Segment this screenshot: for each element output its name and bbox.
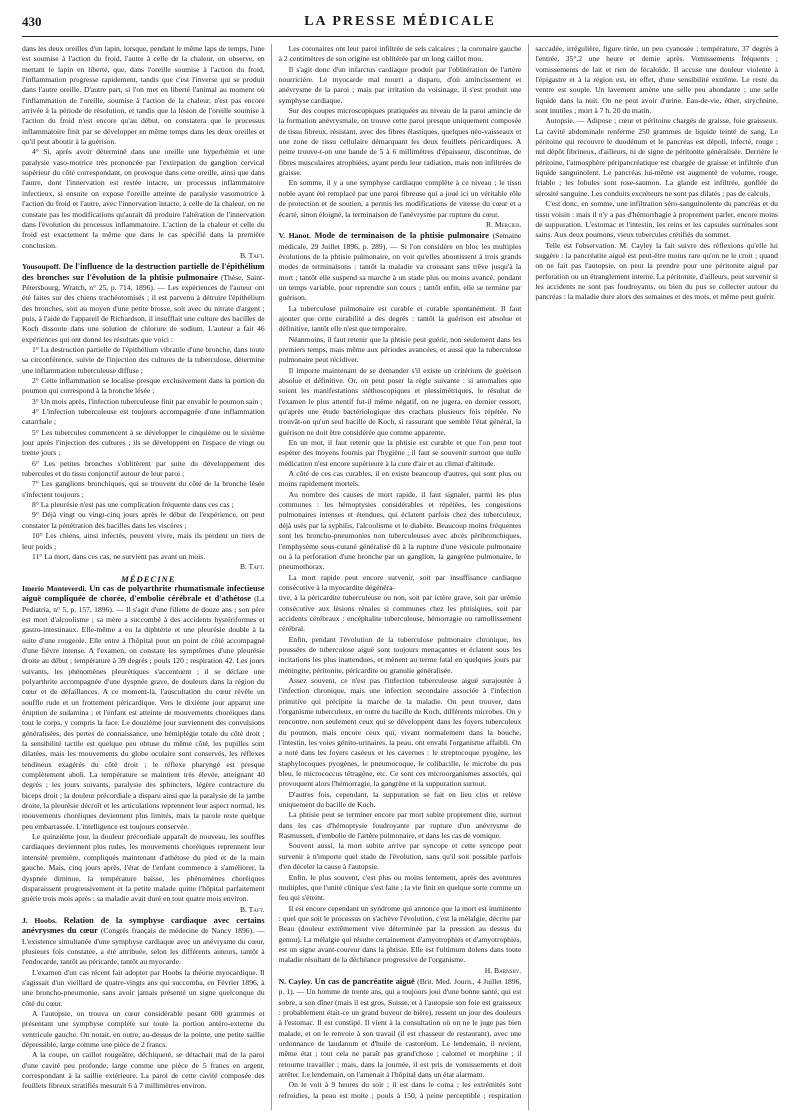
article-entry [279,977,522,1080]
author-signature: B. Taft. [239,250,265,260]
article-citation: (Thèse, Saint-Pétersbourg, Wratch, n° 25, p. 714, 1896). — Les expériences de l'auteur ont été faites sur des chiens trachéotomisés ; il est parvenu à détruire l'épithélium des bronches, soit au moyen d'une petite brosse, soit avec du nitrate d'argent ; puis, à l'aide de l'appareil de Richardson, il insufflait une culture des bacilles de Koch dissoute dans une solution de chlorure de sodium. L'auteur a fait 46 expériences qui ont donné les résultats que voici : [22,272,265,344]
article-text: (La Pediatria, n° 5, p. 157, 1896). — Il s'agit d'une fillette de douze ans ; son père est mort d'alcoolisme ; sa mère a succombé à des accidents hystériformes et gastro-intestinaux. Elle-même a eu la diphtérie et une pleurésie double à la suite d'une rougeole. Elle entre à l'hôpital pour un point de côté accompagné d'une fièvre intense. A l'examen, on constate les symptômes d'une pleurésie droite au début ; température à 39 degrés ; pouls 120 ; respiration 42. Les jours suivants, les phénomènes pleurétiques s'accentuent ; il se déclare une polyarthrite accompagnée d'une dyspnée grave, de douleurs dans la région du cœur et de défaillances. A ce moment-là, l'auscultation du cœur révèle un souffle rude et un frottement péricardique. Vers le dixième jour apparut une éruption de sudamina ; et l'enfant est atteinte de mouvements choréiques dans tout le corps, y compris la face. Le douzième jour surviennent des convulsions généralisées, des pertes de connaissance, une hémiplégie totale du côté droit ; la sensibilité tactile est quelque peu obtuse du même côté, les pupilles sont dilatées, mais les mouvements du globe oculaire sont conservés, les réflexes tendineux exagérés du côté droit ; le réflexe pharyngé est presque complètement aboli. La température se maintient très élevée, atteignant 40 degrés ; les jours suivants, paralysie des sphincters, légère contracture du biceps droit ; la douleur précordiale a disparu ainsi que la paralysie de la jambe droite, la pleurésie décroît et les articulations reprennent leur aspect normal, les mouvements choréiques deviennent plus limités, mais la parole reste quelque peu embarrassée. L'intelligence est toujours conservée. [22,594,265,831]
conclusion-item: 2° Cette inflammation se localise presque exclusivement dans la portion du poumon qui correspond à la bronche lésée ; [22,376,265,396]
article-title: Un cas de pancréatite aiguë [314,976,415,986]
paragraph: dans les deux oreilles d'un lapin, lorsque, pendant le même laps de temps, l'une est soumise à l'action du froid, l'autre à celle de la chaleur, on observe, en mettant le lapin en liberté, que, dans l'oreille soumise à l'action du froid, l'inflammation progresse rapidement, tandis que c'est l'inverse qui se produit dans l'autre oreille. D'autre part, si l'on met en liberté l'animal au moment où l'inflammation de l'oreille, soumise à l'action de la chaleur, n'est pas encore arrivée à la période de résolution, et tandis que la lésion de l'oreille soumise à l'action du froid n'est encore qu'au début, on constatera que le processus inflammatoire finit par se développer en même temps dans les deux oreilles et qu'il peut aboutir à la guérison. [22,44,265,147]
article-entry [279,231,522,303]
article-title: De l'influence de la destruction partielle de l'épithélium des bronches sur l'évolution de la phtisie pulmonaire [22,262,265,282]
paragraph: D'autres fois, cependant, la suppuration se fait en lieu clos et relève uniquement du bacille de Koch. [278,789,522,810]
conclusion-item: 9° Déjà vingt ou vingt-cinq jours après le début de l'expérience, on peut constater la pénétration des bacilles dans les viscères ; [22,510,265,530]
paragraph: En un mot, il faut retenir que la phtisie est curable et que l'on peut tout espérer des moyens fournis par l'hygiène ; il faut se souvenir surtout que nulle médication n'est encore supérieure à la cure d'air et au climat d'altitude. [278,438,522,468]
paragraph: A côté de ces cas curables, il en existe beaucoup d'autres, qui sont plus ou moins rapidement mortels. [278,469,522,489]
paragraph: 4° Si, après avoir déterminé dans une oreille une hyperhémie et une paralysie vaso-motrice très prononcée par l'extirpation du ganglion cervical supérieur du côté correspondant, on provoque dans cette oreille, ainsi que dans l'autre, dont l'innervation est restée intacte, un processus inflammatoire infectieux, si ensuite on expose l'oreille atteinte de paralysie vasomotrice à l'action du froid et l'autre, avec l'innervation intacte, à celle de la chaleur, on ne constate pas les modifications qu'aurait dû produire l'altération de l'innervation dans l'évolution du processus inflammatoire. L'action de la chaleur et celle du froid est exactement la même que dans le cas spécifié dans la première conclusion. [22,147,265,250]
article-text: (Congrès français de médecine de Nancy 1896). — L'existence simultanée d'une symphyse cardiaque avec un anévrysme du cœur, plusieurs fois constatée, a été attribuée, selon les différents auteurs, tantôt à l'endocarde, tantôt au péricarde, tantôt au myocarde. [22,926,265,967]
conclusion-item: 10° Les chiens, ainsi infectés, peuvent vivre, mais ils perdent un tiers de leur poids ; [22,531,265,551]
conclusion-item: 3° Un mois après, l'infection tuberculeuse finit par envahir le poumon sain ; [32,396,263,406]
article-author: Imerio Monteverdi. [22,583,87,593]
paragraph: Telle est l'observation. M. Cayley la fait suivre des réflexions qu'elle lui suggère : la pancréatite aiguë est peut-être moins rare qu'on ne le croit ; quand on ne fait pas l'autopsie, on peut la prendre pour une péritonite aiguë par perforation ou un étranglement interne. La péritonite, d'ailleurs, peut survenir si les accidents ne sont pas foudroyants, ou bien du pus se collecter autour du pancréas : la maladie dure alors des semaines et des mois, et même peut guérir. [535,240,778,302]
article-author: Yousoupoff. [22,262,61,272]
page-number: 430 [22,14,42,29]
paragraph: A la coupe, un caillot rougeâtre, déchiqueté, se détachait mal de la paroi d'une cavité peu profonde, large comme une pièce de 5 francs en argent, correspondant à la saillie extérieure. La paroi de cette cavité composée des feuillets fibreux stratifiés mesurait 6 à 7 millimètres environ. [22,1050,265,1091]
paragraph: Il est encore cependant un syndrome qui annonce que la mort est imminente : quel que soit le processus on s'achève l'évolution, c'est la mélalgie, décrite par Beau (douleur extrêmement vive déterminée par la pression au dessus du genou). La mélalgie qui résulte certainement d'amyotrophies et d'amyotrophies, est un signe avant-coureur dans la phtisie. Elle est l'ultimum dolens dans toute maladie résultant de la déchéance progressive de l'organisme. [278,903,522,965]
article-columns [22,44,778,1110]
article-entry [22,262,265,345]
author-signature: B. Taft. [239,904,265,914]
paragraph: Enfin, pendant l'évolution de la tuberculose pulmonaire chronique, les poussées de tuberculose aiguë sont toujours menaçantes et éclatent sous les incitations les plus inattendues, et mènent au terme fatal en quelques jours par méningite, péritonite, péricardite ou granulie généralisée. [278,634,522,675]
paragraph: tive, à la péricardite tuberculeuse ou non, soit par ictère grave, soit par urémie consécutive aux lésions rénales si communes chez les phtisiques, soit par accidents cérébraux : encéphalite tuberculeuse, hémorragie ou ramollissement cérébral. [278,593,522,634]
paragraph: Sur des coupes microscopiques pratiquées au niveau de la paroi amincie de la formation anévrysmale, on trouve cette paroi presque uniquement composée de tissu fibreux, résistant, avec des fibres élastiques, quelques néo-vaisseaux et une zone de tissu cellulaire démarquant les deux feuillets péricardiques. A peine trouve-t-on une bande de 5 à 6 millimètres d'épaisseur, discontinue, de fibres musculaires atrophiées, ayant perdu leur radiation, mais non infiltrées de graisse. [278,106,522,178]
article-author: V. Hanot. [278,231,311,241]
header-rule [22,36,778,37]
author-signature: B. Taft. [239,562,265,572]
paragraph: Au nombre des causes de mort rapide, il faut signaler, parmi les plus communes : les hémoptysies considérables et répétées, les congestions pulmonaires intenses et étendues, qui éclatent parfois chez des tuberculeux, déjà usés par la syphilis, l'alcoolisme et le diabète. Beaucoup moins fréquentes sont les broncho-pneumonies non tuberculeuses avec abcès péribronchiques, l'emphysème sous-cutané généralisé dû à la rupture d'une vésicule pulmonaire ou à la perforation d'une bronche par un ganglion, la gangrène pulmonaire, le pneumothorax. [278,489,522,572]
paragraph: C'est donc, en somme, une infiltration séro-sanguinolente du pancréas et du tissu voisin : mais il n'y a pas d'hémorrhagie à proprement parler, encore moins de suppuration. L'estomac et l'intestin, les reins et les capsules surrénales sont sains. Aux deux poumons, vieux tubercules crétifiés du sommet. [535,199,778,240]
conclusion-item: 5° Les tubercules commencent à se développer le cinquième ou le sixième jour après l'injection des cultures ; ils se développent en l'espace de vingt ou trente jours ; [22,427,265,458]
article-author: J. Hoobs. [22,915,57,925]
paragraph: L'examen d'un cas récent fait adopter par Hoobs la théorie myocardique. Il s'agissait d'un vieillard de quatre-vingts ans qui succomba, en Février 1896, à une broncho-pneumonie, sans avoir jamais présenté un signe quelconque du côté du cœur. [22,967,265,1008]
article-entry [22,916,265,968]
author-signature: H. Barnsby. [484,965,522,975]
page-header [22,14,778,36]
conclusion-item: 6° Les petites bronches s'oblitèrent par suite du développement des tubercules et du tissu conjonctif autour de leur paroi ; [22,458,265,479]
article-text: (Brit. Med. Journ., 4 Juillet 1896, p. 1). — Un homme de trente ans, qui a toujours joui d'une bonne santé, qui est sobre, a son dîner (mais il est gros, Suisse, et à l'autopsie son foie est graisseux : probablement était-ce un grand buveur de bière), ressent un jour des douleurs à l'estomac. Il est constipé. Il vient à la consultation où on ne le juge pas bien malade, et on le renvoie à son travail (il est chasseur de restaurant), avec une ordonnance de laudanum et d'huile de castoréum. Le lendemain, il revient, même état ; tout cela ne paraît pas grand'chose ; calomel et morphine ; il retourne travailler ; mais, dans la journée, il est pris de vomissements et doit arrêter. Le lendemain, on l'amenait à l'hôpital dans un état alarmant. [278,976,522,1080]
paragraph: On le voit à 9 heures du soir ; il est dans le coma ; les extrémités sont refroidies, la peau est moite ; pouls à 150, à peine perceptible ; respiration saccadée, irrégulière, figure tirée, un peu cyanosée ; température, 37 degrés à l'entrée, 35°,2 une heure et demie après. Vomissements fréquents ; vomissements de lait et rien de fécaloïde. Il accuse une douleur violente à l'épigastre et à la région est, en effet, d'une sensibilité extrême. Le reste du ventre est souple. Un lavement amène une selle peu abondante ; une selle liquide dans la nuit. On ne peut avoir d'urine. Eau-de-vie, éther, strychnine, sont inutiles ; mort à 7 h. 20 du matin. [278,44,778,1100]
paragraph: Souvent aussi, la mort subite arrive par syncope et cette syncope peut survenir à n'importe quel stade de l'évolution, sans qu'il soit possible parfois d'en déceler la cause à l'autopsie. [278,841,522,872]
author-signature: R. Mercier. [486,219,522,229]
journal-title: LA PRESSE MÉDICALE [304,14,496,29]
article-title: Relation de la symphyse cardiaque avec certains anévrysmes du cœur [22,915,265,936]
article-author: N. Cayley. [278,976,313,986]
paragraph: La mort rapide peut encore survenir, soit par insuffisance cardiaque consécutive à la myocardite dégénéra- [278,572,522,592]
paragraph: La tuberculose pulmonaire est curable et curable spontanément. Il faut ajouter que cette curabilité a des degrés : tantôt la guérison est absolue et définitive, tantôt elle n'est que temporaire. [278,303,522,334]
paragraph: Autopsie. — Adipose ; cœur et péritoine chargés de graisse, foie graisseux. La cavité abdominale renferme 250 grammes de liquide teinté de sang. Le péritoine qui recouvre le duodénum et le pancréas est dépoli, infecté, rouge ; nul dépôt fibrineux, d'ailleurs, ni de signe de péritonite généralisée. Derrière le péritoine, l'atmosphère péripancréatique est chargée de graisse et infiltrée d'un liquide sanguinolent. Le pancréas lui-même est augmenté de volume, rouge, friable ; les lobules sont rose-saumon. La glande est infiltrée, gonflée de sérosité sanguine. Les conduits excréteurs ne sont pas dilatés ; pas de calculs. [535,116,778,198]
paragraph: La phtisie peut se terminer encore par mort subite proprement dite, surtout dans les cas d'hémoptysie foudroyante par rupture d'un anévrysme de Rasmussen, d'embolie de l'artère pulmonaire, et dans les cas de vomique. [278,810,522,841]
article-entry [22,584,265,832]
conclusion-item: 1° La destruction partielle de l'épithélium vibratile d'une bronche, dans toute sa circonférence, suivie de l'injection des cultures de la tuberculose, détermine une inflammation tuberculeuse diffuse ; [22,344,265,375]
conclusion-item: 11° La mort, dans ces cas, ne survient pas avant un mois. [32,551,206,561]
article-title: Un cas de polyarthrite rhumatismale infectieuse aiguë compliquée de chorée, d'embolie cérébrale et d'athétose [22,583,265,604]
article-text: (Semaine médicale, 29 Juillet 1896, p. 289). — Si l'on considère en bloc les multiples évolutions de la phtisie pulmonaire, on voit qu'elles aboutissent à trois grands modes de terminaisons : tantôt la maladie va croissant sans trêve jusqu'à la mort ; tantôt elle suspend sa marche à un stade plus ou moins avancé, pendant un temps variable, pour reprendre son cours ; tantôt enfin, elle se termine par guérison. [278,231,522,303]
conclusion-item: 8° La pleurésie n'est pas une complication fréquente dans ces cas ; [32,500,234,510]
section-rubric: MÉDECINE [121,573,176,584]
paragraph: Il s'agit donc d'un infarctus cardiaque produit par l'oblitération de l'artère nourricière. Le myocarde mal nourri a disparu, d'où amincissement et anévrysme de la paroi ; mais par irritation du voisinage, il s'est produit une symphyse cardiaque. [278,64,522,105]
paragraph: Néanmoins, il faut retenir que la phtisie peut guérir, non seulement dans les premiers temps, mais même aux périodes avancées, et aussi que la tuberculose pulmonaire peut récidiver. [278,334,522,365]
conclusion-item: 4° L'infection tuberculeuse est toujours accompagnée d'une inflammation catarrhale ; [22,407,265,427]
paragraph: Enfin, le plus souvent, c'est plus ou moins lentement, après des aventures multiples, que l'unité clinique s'est faite ; la vie finit en quelque sorte comme un feu qui s'éteint. [278,872,522,903]
article-title: Mode de terminaison de la phtisie pulmonaire [314,231,489,241]
paragraph: En somme, il y a une symphyse cardiaque complète à ce niveau ; le tissu noble ayant été remplacé par une paroi fibreuse qui a joué ici un véritable rôle de protection et de soutien, a permis les modifications de vitesse du cœur et a écarté, sinon éloigné, la terminaison de l'anévrysme par rupture du cœur. [278,178,522,219]
paragraph: Les coronaires ont leur paroi infiltrée de sels calcaires ; la coronaire gauche à 2 centimètres de son origine est oblitérée par un long caillot mou. [278,44,522,64]
paragraph: Il importe maintenant de se demander s'il existe un critérium de guérison absolue et définitive. Or, on peut poser la règle suivante : si anomalies que soient les manifestations stéthoscopiques et plessimétriques, le résultat de l'examen le plus attentif fut-il même négatif, on ne jugera, en dernier ressort, qu'après une étude bactériologique des crachats plusieurs fois répétée. Ne trouvât-on qu'un seul bacille de Koch, si rassurant que semble l'état général, la guérison ne doit être considérée que comme apparente. [278,365,522,437]
paragraph: Le quinzième jour, la douleur précordiale apparaît de nouveau, les souffles cardiaques deviennent plus rudes, les mouvements choréiques reprennent leur intensité première, compliqués maintenant d'athétose du pied et de la main gauche. Mais, cinq jours après, l'état de l'enfant commence à s'améliorer, la dyspnée diminue, la température baisse, les phénomènes choréiques disparaissent progressivement et la petite malade quitte l'hôpital parfaitement guérie trois mois après : sa maladie avait duré en tout quatre mois environ. [22,832,265,904]
paragraph: Assez souvent, ce n'est pas l'infection tuberculeuse aiguë surajoutée à l'infection chronique, mais une infection secondaire associée à l'infection primitive qui précipite la marche de la maladie. On peut trouver, dans l'organisme tuberculeux, en outre du bacille de Koch, différents microbes. On y rencontre, non seulement ceux qui se développent dans les foyers tuberculeux du poumon, mais encore ceux qui, vivant normalement dans la bouche, l'intestin, les voies génito-urinaires, la peau, ont envahi l'organisme affaibli. On a noté dans les foyers caséeux et les cavernes : le streptocoque pyogène, les staphylocoques pyogènes, le pneumocoque, le colibacille, le microbe du pus bleu, le micrococcus tétragène, etc. Ce sont ces microorganismes associés, qui provoquent alors l'hémorragie, la gangrène et la suppuration surtout. [278,675,522,789]
conclusion-item: 7° Les ganglions bronchiques, qui se trouvent du côté de la bronche lésée s'infectent toujours ; [22,479,265,499]
paragraph: A l'autopsie, on trouva un cœur considérable pesant 600 grammes et présentant une symphyse complète sur toute la portion antéro-externe du ventricule gauche. On notait, en outre, au-dessus de la pointe, une petite saillie dépressible, large comme une pièce de 2 francs. [22,1008,265,1049]
